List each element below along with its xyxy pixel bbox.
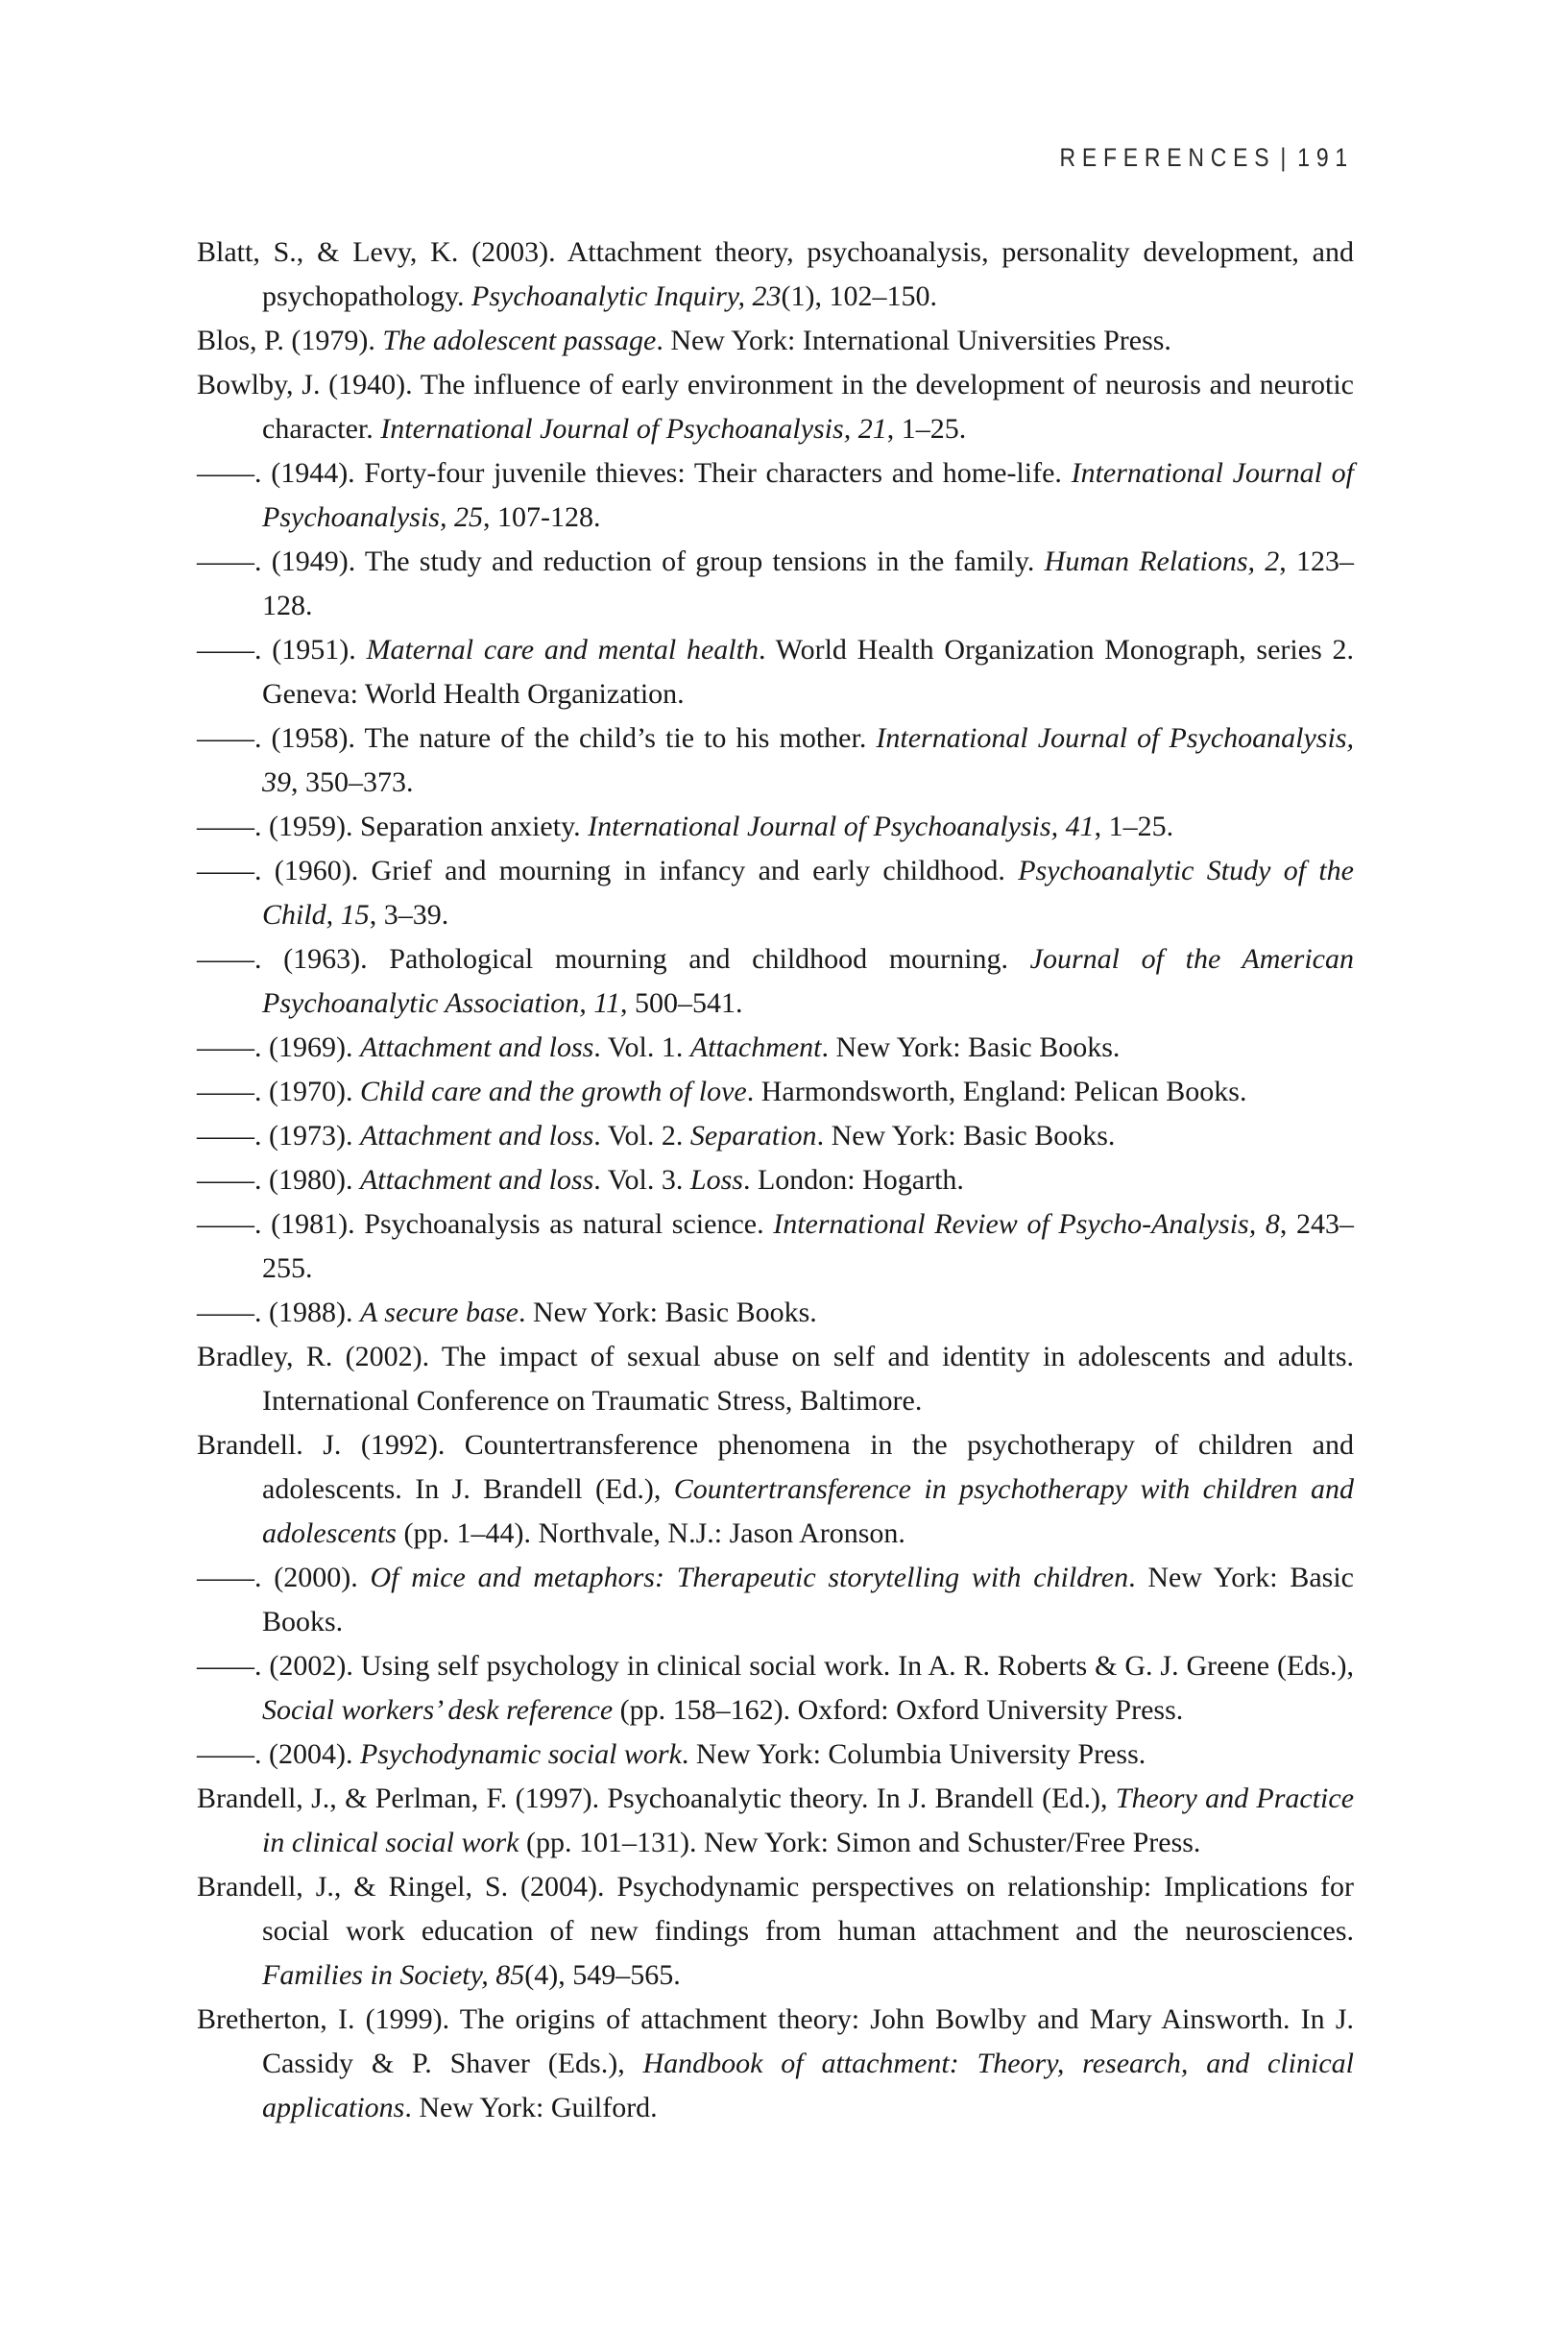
reference-text-segment: . New York: Columbia University Press.	[681, 1738, 1146, 1770]
reference-text-segment: . New York: Basic Books.	[518, 1297, 817, 1328]
reference-text-segment: Brandell, J., & Perlman, F. (1997). Psychoanalytic theory. In J. Brandell (Ed.),	[197, 1782, 1116, 1814]
reference-text-segment: ——. (1963). Pathological mourning and childhood mourning.	[197, 943, 1030, 975]
reference-italic-segment: Psychoanalytic Inquiry, 23	[471, 280, 782, 312]
reference-italic-segment: Psychoanalytic Study of the Child, 15	[262, 855, 1354, 931]
reference-italic-segment: International Journal of Psychoanalysis, 41	[588, 811, 1095, 842]
reference-text-segment: . New York: Basic Books.	[821, 1031, 1121, 1063]
reference-entry	[197, 1733, 1354, 1777]
reference-entry	[197, 1114, 1354, 1158]
reference-italic-segment: Attachment	[689, 1031, 822, 1063]
reference-entry	[197, 1202, 1354, 1291]
running-header	[371, 143, 1354, 173]
reference-text-segment: (pp. 158–162). Oxford: Oxford University Press.	[613, 1694, 1184, 1726]
reference-text-segment: (pp. 1–44). Northvale, N.J.: Jason Aronson.	[396, 1517, 905, 1549]
reference-entry	[197, 451, 1354, 540]
reference-italic-segment: Human Relations, 2	[1044, 546, 1280, 577]
reference-text-segment: , 243–255.	[262, 1208, 1355, 1284]
reference-text-segment: Blatt, S., & Levy, K. (2003). Attachment theory, psychoanalysis, personality development, and psychopathology.	[197, 236, 1354, 312]
reference-text-segment: ——. (1960). Grief and mourning in infancy and early childhood.	[197, 855, 1019, 886]
reference-text-segment: ——. (2000).	[197, 1562, 371, 1593]
reference-italic-segment: Child care and the growth of love	[359, 1076, 747, 1107]
reference-italic-segment: Separation	[689, 1120, 817, 1152]
running-head-title: REFERENCES	[1059, 143, 1276, 172]
reference-text-segment: . New York: International Universities Press.	[656, 325, 1171, 356]
reference-text-segment: . New York: Basic Books.	[262, 1562, 1354, 1637]
reference-text-segment: Brandell. J. (1992). Countertransference phenomena in the psychotherapy of children and adolescents. In J. Brandell (Ed.),	[197, 1429, 1354, 1505]
reference-text-segment: ——. (2002). Using self psychology in clinical social work. In A. R. Roberts & G. J. Greene (Eds.),	[197, 1650, 1354, 1682]
reference-italic-segment: Countertransference in psychotherapy with children and adolescents	[262, 1473, 1354, 1549]
reference-entry	[197, 1777, 1354, 1865]
reference-text-segment: Bradley, R. (2002). The impact of sexual abuse on self and identity in adolescents and adults. International Conference on Traumatic Stress, Baltimore.	[197, 1341, 1354, 1417]
reference-text-segment: ——. (1970).	[197, 1076, 360, 1107]
reference-italic-segment: International Review of Psycho-Analysis, 8	[773, 1208, 1280, 1240]
reference-text-segment: . London: Hogarth.	[742, 1164, 964, 1196]
reference-text-segment: ——. (1980).	[197, 1164, 360, 1196]
reference-italic-segment: Attachment and loss	[359, 1031, 594, 1063]
reference-text-segment: , 500–541.	[620, 987, 743, 1019]
reference-text-segment: ——. (1951).	[197, 634, 367, 666]
reference-text-segment: Brandell, J., & Ringel, S. (2004). Psychodynamic perspectives on relationship: Implications for social work education of new findings from human attachment and the neurosciences.	[197, 1871, 1354, 1947]
reference-text-segment: . Harmondsworth, England: Pelican Books.	[746, 1076, 1247, 1107]
reference-italic-segment: Theory and Practice in clinical social work	[262, 1782, 1355, 1858]
reference-text-segment: Bretherton, I. (1999). The origins of attachment theory: John Bowlby and Mary Ainsworth. In J. Cassidy & P. Shaver (Eds.),	[197, 2003, 1354, 2079]
reference-text-segment: . Vol. 2.	[593, 1120, 690, 1152]
reference-italic-segment: International Journal of Psychoanalysis, 39	[262, 722, 1354, 798]
reference-entry	[197, 1335, 1354, 1423]
reference-entry	[197, 1644, 1354, 1733]
reference-italic-segment: Maternal care and mental health	[366, 634, 759, 666]
reference-entry	[197, 628, 1354, 716]
reference-text-segment: ——. (1988).	[197, 1297, 360, 1328]
reference-text-segment: , 123–128.	[262, 546, 1355, 621]
reference-text-segment: Bowlby, J. (1940). The influence of early environment in the development of neurosis and neurotic character.	[197, 369, 1354, 445]
reference-italic-segment: Handbook of attachment: Theory, research, and clinical applications	[262, 2048, 1354, 2123]
reference-entry	[197, 1070, 1354, 1114]
reference-text-segment: , 3–39.	[369, 899, 449, 931]
reference-italic-segment: Journal of the American Psychoanalytic Association, 11	[262, 943, 1354, 1019]
reference-text-segment: , 350–373.	[291, 766, 414, 798]
reference-entry	[197, 1998, 1354, 2130]
references-list	[197, 230, 1354, 2130]
reference-entry	[197, 716, 1354, 805]
reference-entry	[197, 1423, 1354, 1556]
reference-italic-segment: Psychodynamic social work	[359, 1738, 682, 1770]
reference-text-segment: , 1–25.	[886, 413, 967, 445]
reference-text-segment: ——. (1949). The study and reduction of group tensions in the family.	[197, 546, 1045, 577]
reference-italic-segment: Attachment and loss	[359, 1120, 594, 1152]
reference-italic-segment: The adolescent passage	[382, 325, 657, 356]
reference-text-segment: Blos, P. (1979).	[197, 325, 383, 356]
header-separator: |	[1280, 143, 1293, 172]
reference-entry	[197, 1158, 1354, 1202]
reference-entry	[197, 1291, 1354, 1335]
reference-text-segment: . Vol. 3.	[593, 1164, 690, 1196]
reference-entry	[197, 1556, 1354, 1644]
reference-entry	[197, 937, 1354, 1026]
reference-entry	[197, 540, 1354, 628]
reference-entry	[197, 805, 1354, 849]
reference-italic-segment: A secure base	[359, 1297, 519, 1328]
reference-text-segment: (4), 549–565.	[524, 1959, 681, 1991]
reference-text-segment: , 1–25.	[1094, 811, 1174, 842]
reference-text-segment: ——. (2004).	[197, 1738, 360, 1770]
reference-italic-segment: International Journal of Psychoanalysis, 21	[380, 413, 887, 445]
reference-text-segment: . New York: Guilford.	[404, 2092, 658, 2123]
reference-italic-segment: International Journal of Psychoanalysis, 25	[262, 457, 1354, 533]
reference-text-segment: ——. (1959). Separation anxiety.	[197, 811, 589, 842]
reference-text-segment: ——. (1958). The nature of the child’s tie to his mother.	[197, 722, 877, 754]
reference-entry	[197, 1865, 1354, 1998]
reference-entry	[197, 849, 1354, 937]
reference-text-segment: (1), 102–150.	[781, 280, 937, 312]
page-number: 191	[1297, 143, 1354, 172]
reference-text-segment: . World Health Organization Monograph, series 2. Geneva: World Health Organization.	[262, 634, 1354, 710]
reference-italic-segment: Loss	[689, 1164, 743, 1196]
reference-text-segment: ——. (1969).	[197, 1031, 360, 1063]
reference-text-segment: ——. (1981). Psychoanalysis as natural science.	[197, 1208, 774, 1240]
reference-text-segment: , 107-128.	[482, 501, 601, 533]
reference-entry	[197, 230, 1354, 319]
reference-italic-segment: Attachment and loss	[359, 1164, 594, 1196]
reference-text-segment: ——. (1973).	[197, 1120, 360, 1152]
reference-text-segment: ——. (1944). Forty-four juvenile thieves: Their characters and home-life.	[197, 457, 1072, 489]
reference-text-segment: . New York: Basic Books.	[816, 1120, 1116, 1152]
reference-text-segment: . Vol. 1.	[593, 1031, 690, 1063]
reference-text-segment: (pp. 101–131). New York: Simon and Schuster/Free Press.	[519, 1827, 1201, 1858]
reference-entry	[197, 319, 1354, 363]
reference-italic-segment: Families in Society, 85	[262, 1959, 525, 1991]
reference-italic-segment: Social workers’ desk reference	[262, 1694, 614, 1726]
reference-entry	[197, 1026, 1354, 1070]
reference-italic-segment: Of mice and metaphors: Therapeutic storytelling with children	[370, 1562, 1129, 1593]
reference-entry	[197, 363, 1354, 451]
